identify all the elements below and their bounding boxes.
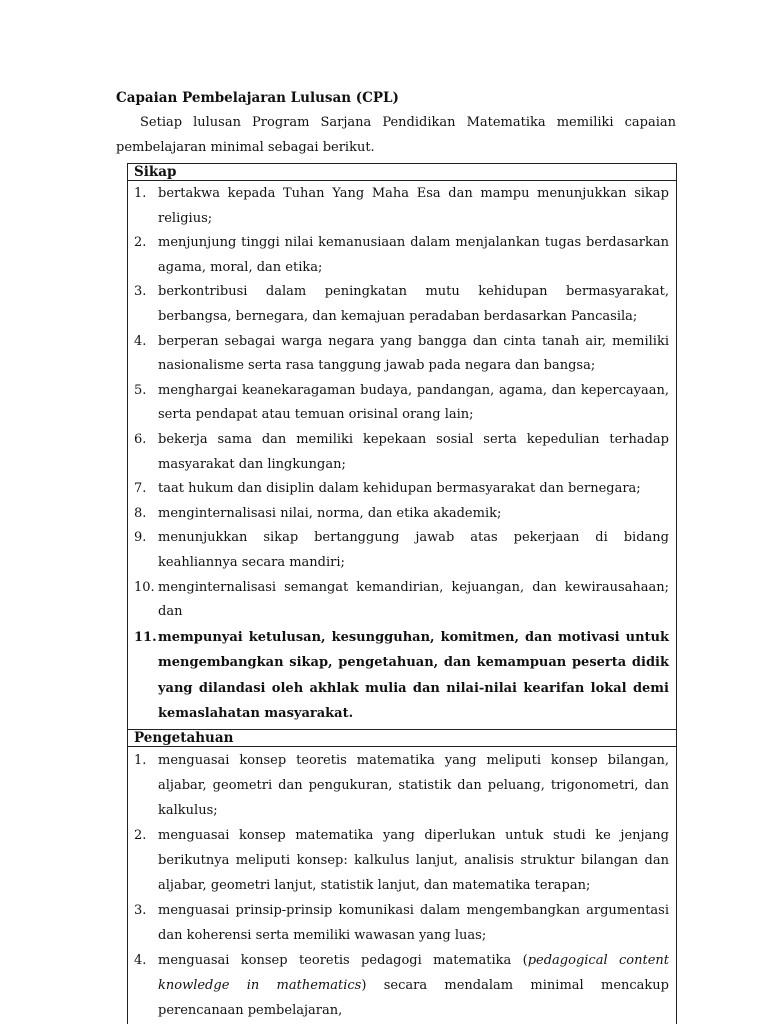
list-item [128,748,676,823]
intro-paragraph: Setiap lulusan Program Sarjana Pendidikan Matematika memiliki capaian pembelajaran minimal sebagai berikut. [116,115,676,155]
item-number: 4. [134,333,147,349]
pengetahuan-header: Pengetahuan [128,729,677,746]
item-number: 11. [134,629,157,645]
list-item [128,502,676,527]
item-number: 10. [134,579,155,595]
item-text: menguasai konsep teoretis matematika yang meliputi konsep bilangan, aljabar, geometri dan pengukuran, statistik dan peluang, trigonometri, dan kalkulus; [158,752,669,818]
item-number: 3. [134,902,147,918]
item-text: mempunyai ketulusan, kesungguhan, komitmen, dan motivasi untuk mengembangkan sikap, pengetahuan, dan kemampuan peserta didik yang dilandasi oleh akhlak mulia dan nilai-nilai kearifan lokal demi kemaslahatan masyarakat. [158,629,669,722]
list-item [128,379,676,428]
item-number: 7. [134,481,147,497]
list-item [128,898,676,948]
item-text: menjunjung tinggi nilai kemanusiaan dalam menjalankan tugas berdasarkan agama, moral, dan etika; [158,235,669,275]
item-number: 9. [134,530,147,546]
list-item [128,231,676,280]
item-number: 4. [134,952,147,968]
item-text: menunjukkan sikap bertanggung jawab atas pekerjaan di bidang keahliannya secara mandiri; [158,530,669,570]
list-item [128,625,676,727]
list-item [128,823,676,898]
item-number: 1. [134,752,147,768]
item-number: 1. [134,186,147,202]
sikap-body [128,181,677,730]
pengetahuan-list [128,748,676,1023]
list-item [128,477,676,502]
list-item [128,428,676,477]
item-text: menghargai keanekaragaman budaya, pandangan, agama, dan kepercayaan, serta pendapat atau temuan orisinal orang lain; [158,382,669,423]
cpl-table [127,163,677,1024]
item-number: 5. [134,382,147,398]
item-text: menginternalisasi semangat kemandirian, kejuangan, dan kewirausahaan; dan [158,579,669,620]
item-number: 2. [134,235,147,251]
item-text: bekerja sama dan memiliki kepekaan sosial serta kepedulian terhadap masyarakat dan lingkungan; [158,432,669,472]
item-text: berperan sebagai warga negara yang bangga dan cinta tanah air, memiliki nasionalisme serta rasa tanggung jawab pada negara dan bangsa; [158,333,669,374]
item-number: 3. [134,284,147,300]
item-text: taat hukum dan disiplin dalam kehidupan bermasyarakat dan bernegara; [158,481,641,497]
item-text: menginternalisasi nilai, norma, dan etika akademik; [158,505,502,521]
item-number: 2. [134,827,147,843]
sikap-list [128,182,676,727]
sikap-header: Sikap [128,164,677,181]
item-text-before: menguasai konsep teoretis pedagogi matematika ( [158,952,528,968]
item-text: berkontribusi dalam peningkatan mutu kehidupan bermasyarakat, berbangsa, bernegara, dan kemajuan peradaban berdasarkan Pancasila; [158,284,669,325]
item-text-after: ) secara mendalam minimal mencakup perencanaan pembelajaran, [158,977,669,1018]
pengetahuan-body [128,746,677,1024]
list-item [128,576,676,625]
item-text: bertakwa kepada Tuhan Yang Maha Esa dan mampu menunjukkan sikap religius; [158,186,669,226]
item-number: 8. [134,505,147,521]
item-text: menguasai prinsip-prinsip komunikasi dalam mengembangkan argumentasi dan koherensi serta memiliki wawasan yang luas; [158,902,669,943]
list-item [128,182,676,231]
item-number: 6. [134,432,147,447]
list-item [128,280,676,329]
list-item [128,526,676,575]
list-item [128,330,676,379]
section-heading: Capaian Pembelajaran Lulusan (CPL) [116,90,399,106]
item-text-italic: pedagogical content knowledge in mathematics [158,952,670,993]
item-text: menguasai konsep matematika yang diperlukan untuk studi ke jenjang berikutnya meliputi konsep: kalkulus lanjut, analisis struktur bilangan dan aljabar, geometri lanjut, statistik lanjut, dan matematika terapan; [158,827,669,893]
list-item [128,948,676,1023]
